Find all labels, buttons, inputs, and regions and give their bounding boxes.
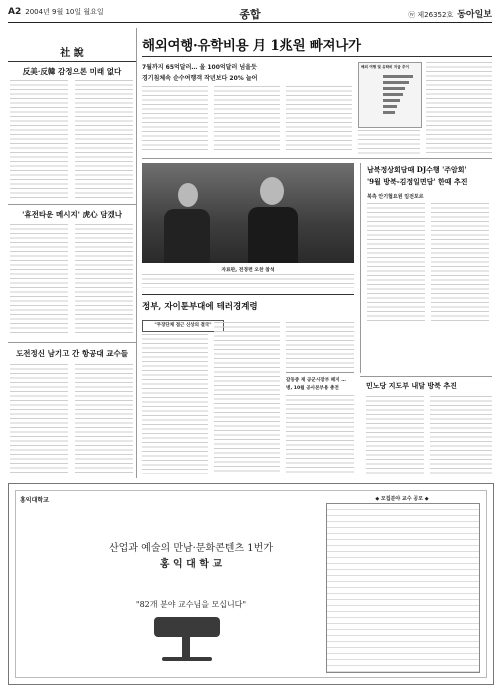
- kdlp-body-1: [366, 396, 424, 474]
- lead-body-1: [142, 86, 208, 150]
- divider: [142, 158, 492, 159]
- editorial-title-3: 도전정신 남기고 간 항공대 교수들: [16, 349, 128, 358]
- divider: [286, 372, 354, 373]
- chart-bar: [383, 111, 395, 114]
- issue-number: ⓦ 제26352호: [408, 11, 454, 19]
- lead-subhead-1: 7월까지 65억달러… 올 100억달러 넘을듯: [142, 64, 257, 71]
- person-face: [260, 177, 284, 205]
- chart-bar: [383, 87, 405, 90]
- summit-body-1: [367, 203, 425, 323]
- chart-bar: [383, 81, 409, 84]
- editorial-title-1: 反美·反韓 감정으론 미래 없다: [22, 67, 122, 76]
- divider: [360, 376, 492, 377]
- editorial-body-3a: [10, 364, 68, 474]
- photo-caption: 자료판, 전경련 오찬 참석: [221, 268, 275, 273]
- kdlp-body-2: [430, 396, 492, 474]
- divider: [8, 342, 136, 343]
- person-body: [164, 209, 210, 263]
- kdlp-headline: 민노당 지도부 내달 방북 추진: [366, 381, 457, 390]
- zaytun-body-1: [142, 334, 208, 474]
- editorial-body-3b: [75, 364, 133, 474]
- chair-seat: [154, 617, 220, 637]
- airforce-title-2: 병, 10월 공사본부용 총전: [286, 386, 339, 391]
- divider: [142, 294, 354, 295]
- summit-body-2: [431, 203, 489, 323]
- header-page-info: [8, 7, 104, 17]
- header-brand-block: [408, 7, 492, 20]
- news-photo: [142, 163, 354, 263]
- chart-bar: [383, 75, 413, 78]
- summit-story: [360, 163, 493, 373]
- lead-body-2: [214, 86, 280, 150]
- person-body: [248, 207, 298, 263]
- zaytun-body-3: [286, 322, 354, 368]
- summit-headline-2: '9월 방북-김정일면담' 한때 추진: [367, 177, 468, 186]
- ad-recruit: "82개 분야 교수님을 모십니다": [135, 600, 247, 609]
- editorial-body-2a: [10, 224, 68, 334]
- issue-date: 2004년 9월 10일 월요일: [25, 8, 104, 16]
- editorial-title-2: '휴전타운 메시지' 虎心 담겠나: [22, 210, 122, 219]
- airforce-title: 갈동중 재 공군시장부 패지 …: [286, 378, 346, 383]
- zaytun-subhead: "무장단체 접근 신상의 결국": [142, 320, 224, 332]
- airforce-body: [286, 395, 354, 474]
- lead-subhead-2: 경기침체속 순수여행객 작년보다 20% 늘어: [142, 75, 258, 82]
- lead-chart: [358, 62, 422, 128]
- chart-bar: [383, 105, 397, 108]
- divider: [142, 56, 492, 57]
- zaytun-body-2: [214, 322, 280, 474]
- lead-headline: 해외여행·유학비용 月 1兆원 빠져나가: [142, 38, 361, 54]
- ad-frame: [15, 490, 487, 678]
- ad-recruit-table: [326, 503, 480, 673]
- chair-base: [162, 657, 212, 661]
- page-header: [8, 6, 492, 23]
- zaytun-headline: 정부, 자이툰부대에 테러경계령: [142, 302, 258, 312]
- editorial-label: 社 說: [60, 48, 84, 59]
- ad-table-title: ◆ 모집분야 교수 공모 ◆: [375, 496, 429, 502]
- editorial-body-1b: [75, 80, 133, 198]
- photo-caption-body: [142, 274, 354, 288]
- editorial-column: [8, 28, 137, 478]
- advertisement: [8, 483, 494, 685]
- divider: [8, 204, 136, 205]
- editorial-body-2b: [75, 224, 133, 334]
- chair-stem: [182, 637, 190, 657]
- ad-slogan: 산업과 예술의 만남·문화콘텐츠 1번가: [109, 543, 273, 554]
- lead-chart-title: 해외 여행 및 유학비 지급 추이: [361, 65, 409, 69]
- editorial-body-1a: [10, 80, 68, 198]
- chart-bar: [383, 99, 400, 102]
- section-name: 종합: [239, 8, 261, 21]
- ad-logo: 홍익대학교: [20, 497, 49, 504]
- chart-bar: [383, 93, 403, 96]
- lead-body-3: [286, 86, 352, 150]
- lead-chart-note: [358, 130, 420, 154]
- summit-headline: 남북정상회담때 DJ수행 '주암회': [367, 165, 467, 174]
- summit-subhead: 북측 안기협요원 임전포르: [367, 194, 424, 200]
- page-number: A2: [8, 7, 22, 17]
- newspaper-brand: 동아일보: [457, 10, 492, 20]
- divider: [8, 61, 136, 62]
- lead-body-4: [426, 62, 492, 154]
- ad-university: 홍 익 대 학 교: [159, 559, 223, 570]
- person-face: [178, 183, 198, 207]
